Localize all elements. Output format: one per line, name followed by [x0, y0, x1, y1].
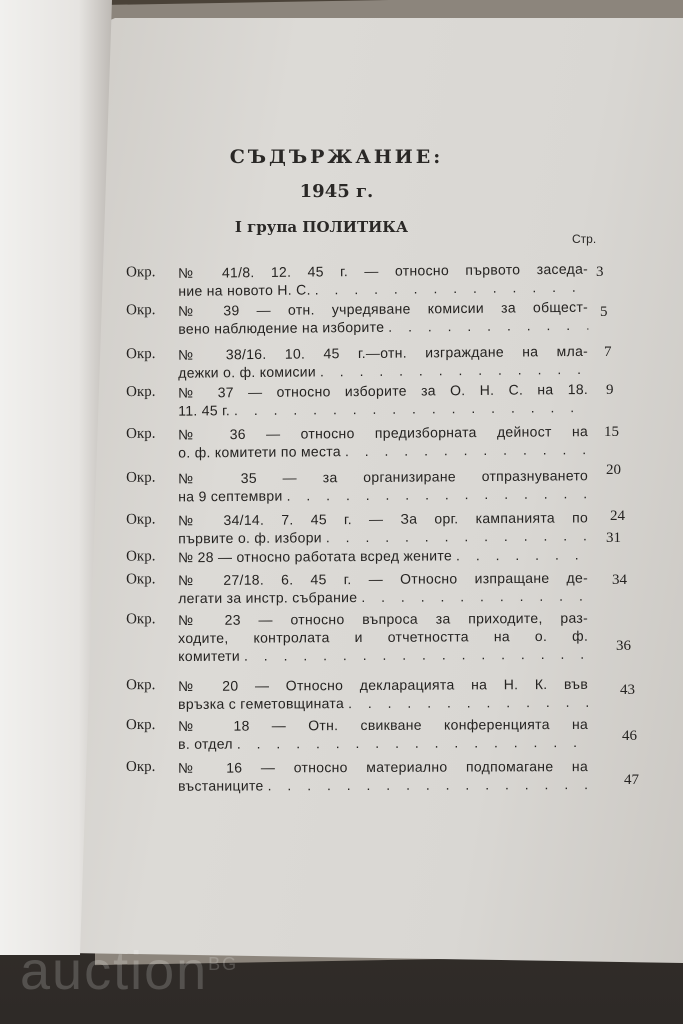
entry-line	[178, 545, 588, 566]
entry-line	[178, 645, 588, 665]
dot-leader	[315, 278, 589, 299]
entry-text	[178, 675, 588, 713]
dot-leader	[388, 316, 588, 336]
entry-line-text: № 34/14. 7. 45 г. — За орг. кампанията по	[178, 509, 589, 529]
okr-label: Окр.	[126, 677, 156, 694]
page-number: 36	[616, 638, 631, 654]
entry-line	[178, 609, 588, 629]
page-number: 31	[606, 530, 621, 546]
dot-leader	[348, 693, 588, 712]
dot-leader	[326, 526, 588, 546]
page-heading: СЪДЪРЖАНИЕ:	[229, 146, 444, 168]
dot-leader	[345, 440, 588, 460]
entry-line	[178, 715, 588, 735]
entry-line	[178, 360, 588, 382]
page-number: 24	[610, 508, 625, 524]
entry-line	[178, 484, 588, 505]
okr-label: Окр.	[126, 716, 156, 734]
dot-leader	[320, 360, 588, 381]
entry-line-text: № 41/8. 12. 45 г. — относно първото заседа-	[178, 260, 589, 281]
okr-label: Окр.	[126, 264, 156, 281]
entry-line-text: № 36 — относно предизборната дейност на	[178, 423, 589, 443]
entry-line-text: ходите, контролата и отчетността на о. ф.	[178, 627, 589, 647]
page-number: 7	[604, 344, 612, 360]
okr-label: Окр.	[126, 469, 156, 486]
entry-text	[178, 569, 588, 608]
entry-line	[178, 587, 588, 608]
entry-text	[178, 508, 588, 547]
page-number: 3	[596, 264, 604, 280]
entry-text	[178, 298, 588, 338]
page-column-label: Стр.	[572, 232, 597, 246]
page-number: 5	[600, 304, 608, 320]
entry-line-text: № 35 — за организиране отпразнуването	[178, 467, 589, 487]
entry-text	[178, 422, 588, 461]
dot-leader	[234, 398, 588, 419]
entry-line-text: въстаниците	[178, 777, 264, 794]
entry-line-text: № 28 — относно работата всред жените	[178, 547, 453, 566]
page-number: 9	[606, 382, 614, 398]
group-heading: I група ПОЛИТИКА	[234, 218, 409, 236]
dot-leader	[244, 645, 588, 665]
entry-line	[178, 440, 588, 461]
entry-text	[178, 757, 588, 795]
entry-line-text: дежки о. ф. комисии	[178, 363, 317, 381]
entry-line	[178, 627, 588, 647]
okr-label: Окр.	[126, 511, 156, 528]
entry-text	[178, 380, 588, 420]
dot-leader	[361, 587, 588, 606]
entry-line	[178, 526, 588, 547]
entry-line	[178, 775, 588, 795]
page-number: 47	[624, 772, 639, 788]
entry-line-text: комитети	[178, 647, 241, 665]
entry-text	[178, 342, 588, 382]
entry-line-text: № 20 — Относно декларацията на Н. К. във	[178, 675, 589, 694]
entry-line-text: първите о. ф. избори	[178, 529, 322, 547]
entry-line	[178, 693, 588, 713]
entry-line-text: в. отдел	[178, 735, 233, 752]
watermark: auction$^{BG}$	[20, 941, 239, 1001]
entry-text	[178, 609, 588, 665]
entry-line-text: ние на новото Н. С.	[178, 281, 311, 299]
dot-leader	[237, 733, 588, 753]
dot-leader	[456, 545, 588, 564]
entry-line-text: № 16 — относно материално подпомагане на	[178, 758, 589, 776]
okr-label: Окр.	[126, 302, 156, 319]
okr-label: Окр.	[126, 345, 156, 363]
entry-text	[178, 260, 588, 300]
entry-line-text: вено наблюдение на изборите	[178, 318, 385, 337]
okr-label: Окр.	[126, 571, 156, 588]
page-number: 20	[606, 462, 621, 478]
okr-label: Окр.	[126, 611, 156, 628]
year-heading: 1945 г.	[299, 181, 374, 202]
entry-line-text: връзка с гeметовщината	[178, 695, 345, 712]
entry-line-text: № 27/18. 6. 45 г. — Относно изпращане де-	[178, 569, 589, 589]
okr-label: Окр.	[126, 758, 156, 775]
entry-line-text: о. ф. комитети по места	[178, 443, 341, 461]
entry-line-text: № 23 — относно въпроса за приходите, раз-	[178, 609, 589, 629]
entry-line	[178, 757, 588, 777]
page-number: 46	[622, 728, 637, 744]
entry-line	[178, 398, 588, 420]
entry-line	[178, 675, 588, 695]
dot-leader	[287, 484, 589, 504]
okr-label: Окр.	[126, 383, 156, 401]
entry-line-text: легати за инстр. събрание	[178, 589, 358, 607]
page-number: 34	[612, 572, 627, 588]
page-number: 43	[620, 682, 635, 698]
entry-line-text: № 18 — Отн. свикване конференцията на	[178, 715, 589, 734]
entry-line	[178, 733, 588, 753]
entry-line-text: № 38/16. 10. 45 г.—отн. изграждане на мла-	[178, 342, 589, 363]
entry-text	[178, 466, 588, 505]
entry-line-text: № 37 — относно изборите за О. Н. С. на 18.	[178, 380, 589, 401]
entry-line-text: на 9 септември	[178, 487, 283, 505]
okr-label: Окр.	[126, 548, 156, 565]
okr-label: Окр.	[126, 425, 156, 442]
dot-leader	[268, 775, 589, 794]
page-number: 15	[604, 424, 619, 440]
entry-line-text: 11. 45 г.	[178, 402, 231, 419]
entry-text	[178, 545, 588, 566]
entry-line-text: № 39 — отн. учредяване комисии за общест-	[178, 298, 589, 319]
entry-text	[178, 715, 588, 753]
